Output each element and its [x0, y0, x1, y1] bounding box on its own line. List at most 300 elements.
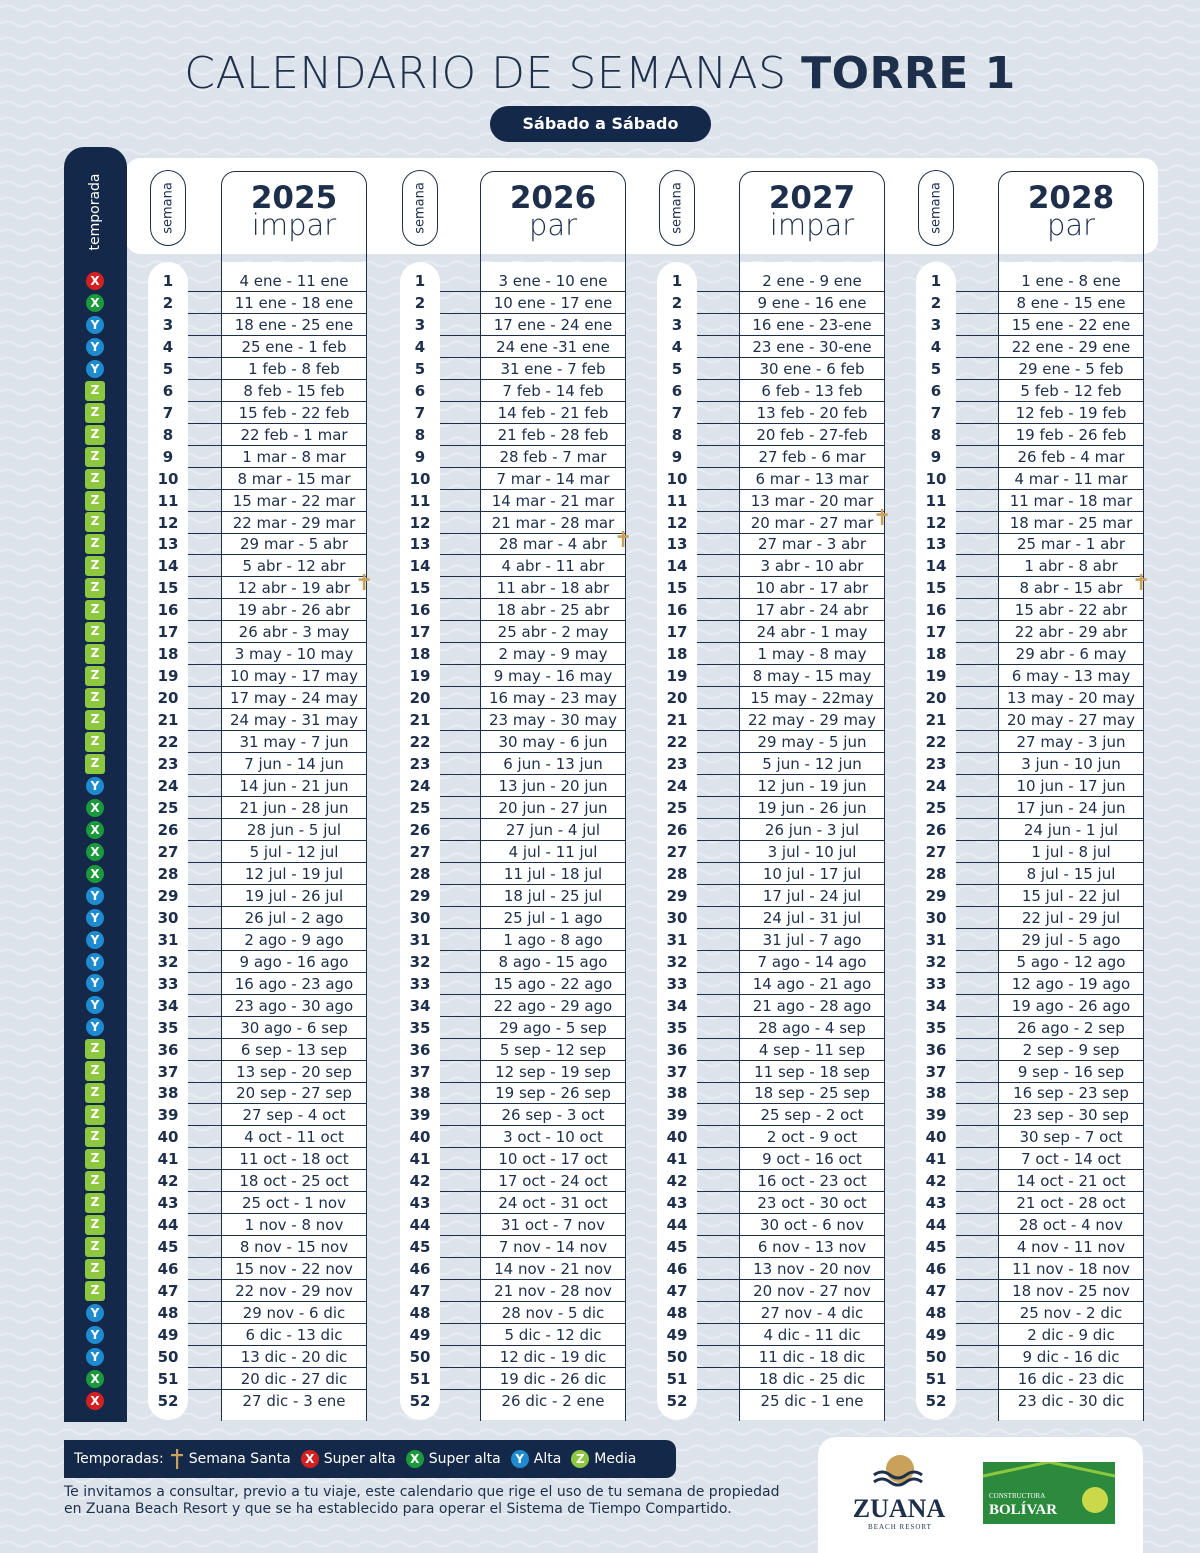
row-divider	[956, 401, 1144, 402]
table-row	[148, 907, 367, 929]
week-number: 6	[930, 381, 942, 400]
table-row	[657, 1017, 885, 1039]
week-dates: 11 dic - 18 dic	[758, 1348, 866, 1366]
table-row	[148, 490, 367, 512]
table-row	[916, 1192, 1144, 1214]
table-row	[400, 358, 626, 380]
week-number: 35	[157, 1018, 179, 1037]
row-divider	[956, 1279, 1144, 1280]
table-row	[148, 1148, 367, 1170]
table-row	[916, 1126, 1144, 1148]
row-divider	[697, 379, 885, 380]
row-divider	[188, 620, 367, 621]
week-number: 11	[409, 491, 431, 510]
season-badge: Z	[85, 1193, 105, 1213]
week-dates: 16 may - 23 may	[488, 689, 618, 708]
week-number: 37	[409, 1062, 431, 1081]
row-divider	[440, 774, 626, 775]
week-dates: 17 ene - 24 ene	[493, 315, 613, 334]
row-divider	[956, 1323, 1144, 1324]
row-divider	[440, 1191, 626, 1192]
week-number: 1	[414, 271, 426, 290]
table-row	[916, 314, 1144, 336]
table-row	[400, 841, 626, 863]
row-divider	[440, 906, 626, 907]
week-number: 22	[409, 733, 431, 752]
season-cell	[84, 1214, 106, 1236]
week-dates: 23 may - 30 may	[488, 711, 618, 730]
season-badge: Z	[85, 644, 105, 664]
week-dates: 15 jul - 22 jul	[1021, 886, 1121, 905]
week-dates: 21 jun - 28 jun	[239, 799, 349, 817]
row-divider	[440, 950, 626, 951]
week-dates: 10 may - 17 may	[229, 667, 359, 686]
week-dates: 5 feb - 12 feb	[1020, 381, 1122, 400]
table-row	[148, 555, 367, 577]
row-divider	[188, 489, 367, 490]
table-row	[148, 512, 367, 534]
table-row	[400, 643, 626, 665]
row-divider	[440, 752, 626, 753]
season-badge: Z	[85, 732, 105, 752]
season-badge: Z	[85, 469, 105, 489]
bolivar-logo-line2: BOLÍVAR	[989, 1502, 1058, 1518]
legend-label: Temporadas:	[74, 1451, 164, 1467]
table-row	[657, 951, 885, 973]
table-row	[916, 1148, 1144, 1170]
season-badge: Z	[85, 425, 105, 445]
table-row	[916, 1390, 1144, 1412]
row-divider	[440, 1235, 626, 1236]
season-badge: Z	[85, 622, 105, 642]
week-dates: 25 oct - 1 nov	[242, 1194, 346, 1213]
row-divider	[440, 511, 626, 512]
table-row	[400, 1346, 626, 1368]
week-dates: 26 abr - 3 may	[238, 623, 350, 642]
season-badge: X	[86, 799, 104, 817]
row-divider	[956, 818, 1144, 819]
week-dates: 18 dic - 25 dic	[758, 1369, 866, 1388]
week-number: 47	[157, 1282, 179, 1301]
season-badge: Z	[85, 1083, 105, 1103]
week-number: 44	[925, 1216, 947, 1235]
week-number: 43	[925, 1194, 947, 1213]
week-dates: 20 feb - 27-feb	[756, 425, 868, 444]
season-badge: X	[86, 843, 104, 861]
table-row	[400, 1390, 626, 1412]
week-number: 23	[925, 755, 947, 774]
week-number: 2	[162, 293, 174, 312]
table-row	[148, 1258, 367, 1280]
week-number: 52	[666, 1391, 688, 1410]
week-dates: 16 ago - 23 ago	[234, 974, 354, 993]
table-row	[657, 973, 885, 995]
row-divider	[440, 1016, 626, 1017]
season-cell	[84, 1302, 106, 1324]
week-number: 20	[925, 689, 947, 708]
table-row	[400, 1083, 626, 1105]
row-divider	[440, 708, 626, 709]
table-row	[916, 621, 1144, 643]
row-divider	[440, 291, 626, 292]
row-divider	[697, 620, 885, 621]
row-divider	[697, 1257, 885, 1258]
week-number: 34	[925, 996, 947, 1015]
table-row	[400, 534, 626, 556]
week-dates: 19 dic - 26 dic	[499, 1369, 607, 1388]
table-row	[916, 841, 1144, 863]
week-dates: 12 ago - 19 ago	[1011, 974, 1131, 993]
week-number: 26	[666, 820, 688, 839]
row-divider	[956, 598, 1144, 599]
week-number: 42	[925, 1172, 947, 1191]
table-row	[657, 819, 885, 841]
week-dates: 14 nov - 21 nov	[494, 1260, 612, 1279]
row-divider	[188, 1389, 367, 1390]
table-row	[400, 819, 626, 841]
table-row	[148, 885, 367, 907]
season-badge-y: Y	[511, 1450, 529, 1468]
week-dates: 30 oct - 6 nov	[760, 1216, 864, 1235]
week-dates: 17 jul - 24 jul	[762, 886, 862, 905]
week-dates: 13 nov - 20 nov	[753, 1260, 871, 1279]
row-divider	[188, 1103, 367, 1104]
table-row	[148, 1346, 367, 1368]
table-row	[400, 1017, 626, 1039]
week-number: 15	[409, 579, 431, 598]
row-divider	[440, 1082, 626, 1083]
row-divider	[697, 1367, 885, 1368]
table-row	[657, 468, 885, 490]
legend-text: Alta	[533, 1451, 562, 1467]
week-dates: 15 abr - 22 abr	[1014, 601, 1128, 620]
table-row	[916, 1324, 1144, 1346]
row-divider	[956, 576, 1144, 577]
week-dates: 31 ene - 7 feb	[500, 359, 606, 378]
table-row	[400, 797, 626, 819]
row-divider	[697, 1038, 885, 1039]
row-divider	[956, 972, 1144, 973]
week-dates: 30 ene - 6 feb	[759, 359, 865, 378]
table-row	[657, 1214, 885, 1236]
row-divider	[440, 489, 626, 490]
season-badge: Y	[86, 1348, 104, 1366]
row-divider	[956, 1060, 1144, 1061]
week-dates: 13 feb - 20 feb	[756, 403, 868, 422]
table-row	[657, 446, 885, 468]
table-row	[148, 621, 367, 643]
season-cell	[84, 841, 106, 863]
week-number: 14	[925, 557, 947, 576]
zuana-logo-tagline: BEACH RESORT	[868, 1523, 932, 1531]
week-dates: 5 dic - 12 dic	[504, 1326, 602, 1345]
table-row	[916, 643, 1144, 665]
week-number: 46	[666, 1260, 688, 1279]
table-row	[148, 1324, 367, 1346]
week-dates: 29 ago - 5 sep	[499, 1018, 607, 1037]
row-divider	[440, 357, 626, 358]
table-row	[916, 1017, 1144, 1039]
table-row	[916, 380, 1144, 402]
table-row	[657, 863, 885, 885]
week-number: 19	[925, 667, 947, 686]
week-number: 27	[666, 842, 688, 861]
row-divider	[956, 664, 1144, 665]
row-divider	[697, 313, 885, 314]
row-divider	[697, 598, 885, 599]
week-number: 42	[157, 1172, 179, 1191]
week-number: 32	[666, 952, 688, 971]
season-badge: Y	[86, 338, 104, 356]
week-dates: 29 mar - 5 abr	[240, 535, 348, 554]
season-cell	[84, 1038, 106, 1060]
week-number: 7	[414, 403, 426, 422]
row-divider	[697, 1235, 885, 1236]
week-number: 19	[157, 667, 179, 686]
table-row	[148, 1390, 367, 1412]
week-dates: 8 ene - 15 ene	[1016, 293, 1126, 312]
week-number: 25	[925, 799, 947, 817]
week-dates: 23 ago - 30 ago	[234, 996, 354, 1015]
table-row	[400, 1280, 626, 1302]
table-row	[916, 1170, 1144, 1192]
season-badge: Y	[86, 931, 104, 949]
week-dates: 30 may - 6 jun	[498, 733, 608, 752]
week-dates: 11 abr - 18 abr	[496, 579, 610, 598]
row-divider	[188, 928, 367, 929]
row-divider	[188, 1323, 367, 1324]
week-dates: 26 feb - 4 mar	[1017, 447, 1125, 466]
table-row	[148, 1214, 367, 1236]
week-dates: 18 nov - 25 nov	[1012, 1282, 1130, 1301]
week-dates: 21 nov - 28 nov	[494, 1282, 612, 1301]
week-dates: 11 oct - 18 oct	[239, 1150, 349, 1169]
table-row	[916, 863, 1144, 885]
week-number: 43	[157, 1194, 179, 1213]
row-divider	[188, 598, 367, 599]
week-dates: 1 may - 8 may	[757, 645, 867, 664]
season-badge: Z	[85, 1215, 105, 1235]
week-number: 13	[409, 535, 431, 554]
week-dates: 20 sep - 27 sep	[236, 1084, 352, 1103]
page-title: CALENDARIO DE SEMANAS TORRE 1	[184, 48, 1016, 99]
season-badge: Y	[86, 1304, 104, 1322]
week-number: 49	[666, 1326, 688, 1345]
week-dates: 9 oct - 16 oct	[762, 1150, 862, 1169]
week-number: 9	[414, 447, 426, 466]
week-number: 37	[666, 1062, 688, 1081]
row-divider	[956, 1103, 1144, 1104]
season-cell	[84, 292, 106, 314]
season-cell	[84, 621, 106, 643]
row-divider	[956, 423, 1144, 424]
row-divider	[956, 1038, 1144, 1039]
table-row	[148, 446, 367, 468]
row-divider	[697, 445, 885, 446]
table-row	[657, 1346, 885, 1368]
table-row	[657, 1236, 885, 1258]
row-divider	[188, 1016, 367, 1017]
holy-week-cross-icon: ✝	[1132, 571, 1151, 597]
row-divider	[697, 796, 885, 797]
table-row	[148, 665, 367, 687]
week-number: 28	[157, 864, 179, 883]
week-dates: 19 sep - 26 sep	[495, 1084, 611, 1103]
week-dates: 18 ene - 25 ene	[234, 315, 354, 334]
week-number: 32	[925, 952, 947, 971]
week-number: 5	[162, 359, 174, 378]
table-row	[916, 292, 1144, 314]
season-badge: Y	[86, 1326, 104, 1344]
week-dates: 29 abr - 6 may	[1015, 645, 1127, 664]
week-number: 27	[409, 842, 431, 861]
season-badge-x-red: X	[301, 1450, 319, 1468]
table-row	[916, 577, 1144, 599]
row-divider	[440, 1060, 626, 1061]
week-dates: 14 jun - 21 jun	[239, 777, 349, 796]
row-divider	[188, 576, 367, 577]
row-divider	[956, 489, 1144, 490]
season-cell	[84, 1390, 106, 1412]
week-dates: 10 ene - 17 ene	[493, 293, 613, 312]
week-number: 47	[409, 1282, 431, 1301]
week-dates: 1 feb - 8 feb	[248, 359, 340, 378]
row-divider	[697, 467, 885, 468]
row-divider	[440, 1301, 626, 1302]
row-divider	[956, 335, 1144, 336]
week-dates: 13 sep - 20 sep	[236, 1062, 352, 1081]
week-dates: 26 ago - 2 sep	[1017, 1018, 1125, 1037]
table-row	[148, 929, 367, 951]
season-cell	[84, 577, 106, 599]
week-dates: 2 oct - 9 oct	[766, 1128, 858, 1147]
week-number: 6	[671, 381, 683, 400]
season-badge: Y	[86, 777, 104, 795]
row-divider	[697, 1169, 885, 1170]
row-divider	[697, 862, 885, 863]
week-number: 10	[409, 469, 431, 488]
table-row	[148, 1126, 367, 1148]
week-number: 5	[414, 359, 426, 378]
week-number: 32	[409, 952, 431, 971]
table-row	[400, 1192, 626, 1214]
week-dates: 24 oct - 31 oct	[498, 1194, 608, 1213]
week-dates: 5 jul - 12 jul	[249, 842, 339, 861]
table-row	[400, 402, 626, 424]
row-divider	[956, 1301, 1144, 1302]
table-row	[400, 577, 626, 599]
table-row	[400, 995, 626, 1017]
table-row	[916, 270, 1144, 292]
row-divider	[956, 774, 1144, 775]
week-number: 42	[409, 1172, 431, 1191]
week-number: 50	[666, 1348, 688, 1366]
week-number: 45	[666, 1238, 688, 1257]
week-number: 48	[157, 1304, 179, 1323]
week-dates: 18 abr - 25 abr	[496, 601, 610, 620]
season-cell	[84, 555, 106, 577]
season-badge: Z	[85, 600, 105, 620]
table-row	[400, 1324, 626, 1346]
table-row	[657, 1192, 885, 1214]
week-number: 7	[162, 403, 174, 422]
logo-card	[818, 1437, 1143, 1553]
row-divider	[440, 796, 626, 797]
week-dates: 4 nov - 11 nov	[1016, 1238, 1126, 1257]
table-row	[148, 1368, 367, 1390]
row-divider	[697, 906, 885, 907]
week-number: 27	[157, 842, 179, 861]
table-row	[916, 534, 1144, 556]
week-number: 7	[671, 403, 683, 422]
week-dates: 12 feb - 19 feb	[1015, 403, 1127, 422]
row-divider	[188, 994, 367, 995]
week-dates: 9 ene - 16 ene	[757, 293, 867, 312]
table-row	[148, 402, 367, 424]
row-divider	[440, 972, 626, 973]
week-dates: 13 may - 20 may	[1006, 689, 1136, 708]
week-dates: 9 dic - 16 dic	[1022, 1348, 1120, 1366]
table-row	[148, 819, 367, 841]
legend-item-semana-santa	[170, 1448, 291, 1470]
table-row	[400, 907, 626, 929]
table-row	[916, 687, 1144, 709]
table-row	[916, 1258, 1144, 1280]
season-cell	[84, 643, 106, 665]
season-badge: X	[86, 1392, 104, 1410]
season-cell	[84, 1104, 106, 1126]
row-divider	[697, 1103, 885, 1104]
row-divider	[188, 511, 367, 512]
table-row	[657, 534, 885, 556]
table-row	[916, 1236, 1144, 1258]
row-divider	[440, 840, 626, 841]
legend-item-alta	[511, 1450, 562, 1468]
table-row	[400, 973, 626, 995]
season-cell	[84, 336, 106, 358]
week-number: 14	[666, 557, 688, 576]
table-row	[657, 402, 885, 424]
season-badge: X	[86, 294, 104, 312]
week-number: 35	[925, 1018, 947, 1037]
table-row	[400, 1258, 626, 1280]
table-row	[916, 1302, 1144, 1324]
table-row	[400, 951, 626, 973]
week-dates: 3 jul - 10 jul	[767, 842, 857, 861]
table-row	[400, 555, 626, 577]
row-divider	[956, 862, 1144, 863]
table-row	[916, 753, 1144, 775]
table-row	[916, 819, 1144, 841]
row-divider	[956, 467, 1144, 468]
row-divider	[440, 1257, 626, 1258]
row-divider	[440, 598, 626, 599]
week-number: 26	[157, 820, 179, 839]
row-divider	[440, 467, 626, 468]
row-divider	[440, 884, 626, 885]
week-dates: 8 may - 15 may	[752, 667, 872, 686]
week-dates: 22 abr - 29 abr	[1014, 623, 1128, 642]
season-cell	[84, 863, 106, 885]
week-number: 33	[157, 974, 179, 993]
table-row	[148, 951, 367, 973]
season-badge: Y	[86, 953, 104, 971]
week-dates: 1 abr - 8 abr	[1024, 557, 1118, 576]
week-dates: 14 ago - 21 ago	[752, 974, 872, 993]
week-number: 4	[162, 337, 174, 356]
season-badge: Z	[85, 666, 105, 686]
row-divider	[188, 1235, 367, 1236]
